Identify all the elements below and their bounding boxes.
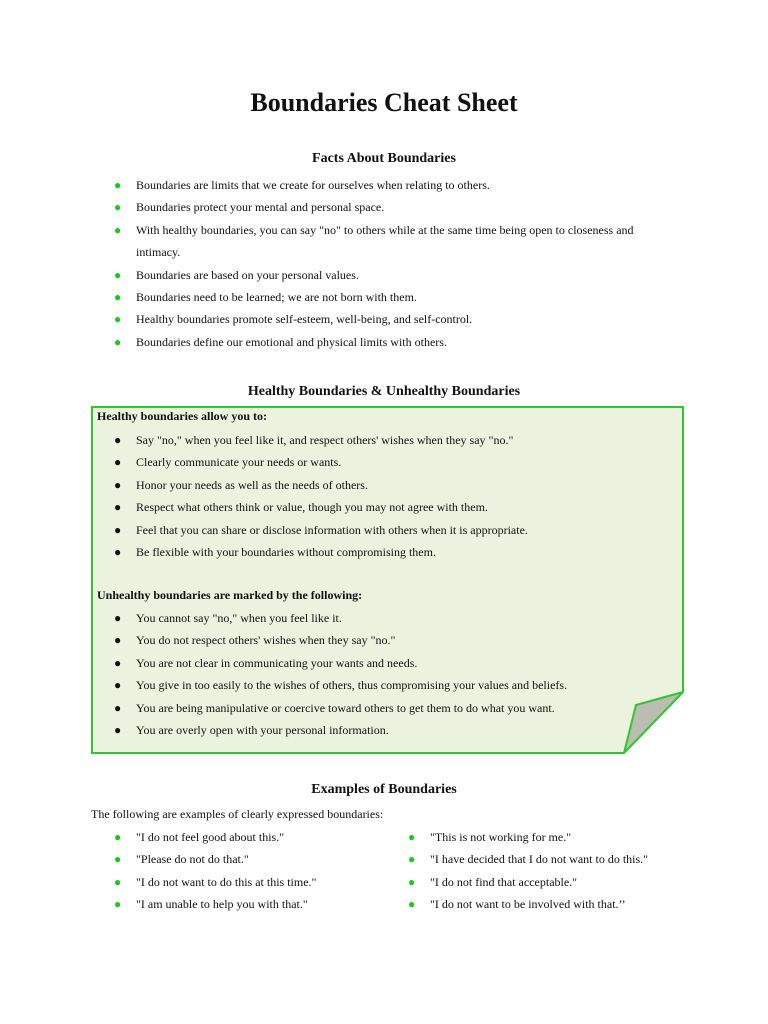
bullet-icon: ● bbox=[114, 852, 122, 867]
example-text: "I am unable to help you with that." bbox=[136, 897, 308, 912]
list-item bbox=[114, 264, 666, 286]
example-text: "I do not want to be involved with that.’’ bbox=[430, 897, 626, 912]
bullet-icon: ● bbox=[114, 655, 122, 670]
list-item bbox=[114, 826, 386, 848]
healthy-text: Honor your needs as well as the needs of others. bbox=[136, 477, 368, 492]
fact-text: Healthy boundaries promote self-esteem, well-being, and self-control. bbox=[136, 312, 473, 327]
list-item bbox=[114, 674, 676, 696]
bullet-icon: ● bbox=[114, 222, 122, 237]
example-text: "Please do not do that." bbox=[136, 852, 249, 867]
list-item bbox=[114, 871, 386, 893]
healthy-text: Respect what others think or value, though you may not agree with them. bbox=[136, 500, 488, 515]
bullet-icon: ● bbox=[114, 290, 122, 305]
bullet-icon: ● bbox=[114, 874, 122, 889]
list-item bbox=[114, 429, 676, 451]
bullet-icon: ● bbox=[114, 522, 122, 537]
bullet-icon: ● bbox=[114, 723, 122, 738]
bullet-icon: ● bbox=[114, 678, 122, 693]
examples-heading: Examples of Boundaries bbox=[311, 782, 457, 797]
bullet-icon: ● bbox=[114, 545, 122, 560]
list-item bbox=[408, 848, 730, 870]
example-text: "I do not find that acceptable." bbox=[430, 874, 578, 889]
healthy-text: Say "no," when you feel like it, and respect others' wishes when they say "no." bbox=[136, 433, 514, 447]
bullet-icon: ● bbox=[114, 455, 122, 470]
unhealthy-text: You are being manipulative or coercive toward others to get them to do what you want. bbox=[136, 700, 555, 715]
unhealthy-list bbox=[114, 607, 676, 741]
bullet-icon: ● bbox=[114, 897, 122, 912]
fact-text: Boundaries are limits that we create for ourselves when relating to others. bbox=[136, 178, 490, 192]
list-item bbox=[114, 174, 666, 196]
fact-text: Boundaries are based on your personal values. bbox=[136, 267, 359, 282]
list-item bbox=[114, 331, 666, 353]
bullet-icon: ● bbox=[114, 611, 122, 625]
comparison-heading: Healthy Boundaries & Unhealthy Boundaries bbox=[247, 384, 521, 399]
bullet-icon: ● bbox=[408, 852, 416, 867]
bullet-icon: ● bbox=[114, 334, 122, 349]
facts-heading: Facts About Boundaries bbox=[312, 151, 456, 166]
bullet-icon: ● bbox=[114, 433, 122, 447]
examples-left-list bbox=[114, 826, 386, 916]
list-item bbox=[114, 652, 676, 674]
list-item bbox=[408, 826, 730, 848]
example-text: "I do not feel good about this." bbox=[136, 830, 285, 844]
list-item bbox=[114, 893, 386, 915]
fact-text: With healthy boundaries, you can say "no" to others while at the same time being open to closeness and intimacy. bbox=[136, 222, 634, 260]
facts-list bbox=[114, 174, 666, 353]
list-item bbox=[114, 474, 676, 496]
healthy-list bbox=[114, 429, 676, 563]
unhealthy-text: You cannot say "no," when you feel like it. bbox=[136, 611, 342, 625]
list-item bbox=[408, 871, 730, 893]
examples-right-list bbox=[408, 826, 730, 916]
healthy-text: Clearly communicate your needs or wants. bbox=[136, 455, 342, 470]
bullet-icon: ● bbox=[408, 874, 416, 889]
list-item bbox=[114, 697, 676, 719]
list-item bbox=[114, 607, 676, 629]
list-item bbox=[114, 519, 676, 541]
healthy-text: Be flexible with your boundaries without compromising them. bbox=[136, 545, 436, 560]
examples-intro: The following are examples of clearly expressed boundaries: bbox=[91, 807, 384, 821]
bullet-icon: ● bbox=[114, 178, 122, 192]
list-item bbox=[114, 848, 386, 870]
bullet-icon: ● bbox=[114, 477, 122, 492]
list-item bbox=[114, 719, 676, 741]
example-text: "This is not working for me." bbox=[430, 830, 572, 844]
unhealthy-heading: Unhealthy boundaries are marked by the following: bbox=[97, 588, 363, 602]
list-item bbox=[114, 496, 676, 518]
bullet-icon: ● bbox=[114, 830, 122, 844]
bullet-icon: ● bbox=[114, 267, 122, 282]
list-item bbox=[114, 196, 666, 218]
fact-text: Boundaries protect your mental and personal space. bbox=[136, 200, 385, 215]
list-item bbox=[114, 286, 666, 308]
fact-text: Boundaries need to be learned; we are not born with them. bbox=[136, 290, 417, 305]
example-text: "I do not want to do this at this time." bbox=[136, 874, 317, 889]
healthy-text: Feel that you can share or disclose information with others when it is appropriate. bbox=[136, 522, 528, 537]
list-item bbox=[114, 541, 676, 563]
list-item bbox=[114, 451, 676, 473]
bullet-icon: ● bbox=[408, 897, 416, 912]
fact-text: Boundaries define our emotional and physical limits with others. bbox=[136, 334, 447, 349]
list-item bbox=[114, 308, 666, 330]
unhealthy-text: You give in too easily to the wishes of others, thus compromising your values and beliefs. bbox=[136, 678, 568, 693]
unhealthy-text: You are overly open with your personal information. bbox=[136, 723, 389, 738]
list-item bbox=[114, 629, 676, 651]
bullet-icon: ● bbox=[114, 700, 122, 715]
page-title: Boundaries Cheat Sheet bbox=[250, 88, 518, 117]
bullet-icon: ● bbox=[114, 633, 122, 648]
example-text: "I have decided that I do not want to do this." bbox=[430, 852, 649, 867]
bullet-icon: ● bbox=[114, 500, 122, 515]
unhealthy-text: You are not clear in communicating your wants and needs. bbox=[136, 655, 418, 670]
bullet-icon: ● bbox=[114, 200, 122, 215]
unhealthy-text: You do not respect others' wishes when they say "no." bbox=[136, 633, 396, 648]
list-item bbox=[114, 219, 666, 264]
list-item bbox=[408, 893, 730, 915]
bullet-icon: ● bbox=[114, 312, 122, 327]
healthy-heading: Healthy boundaries allow you to: bbox=[97, 409, 268, 423]
bullet-icon: ● bbox=[408, 830, 416, 844]
